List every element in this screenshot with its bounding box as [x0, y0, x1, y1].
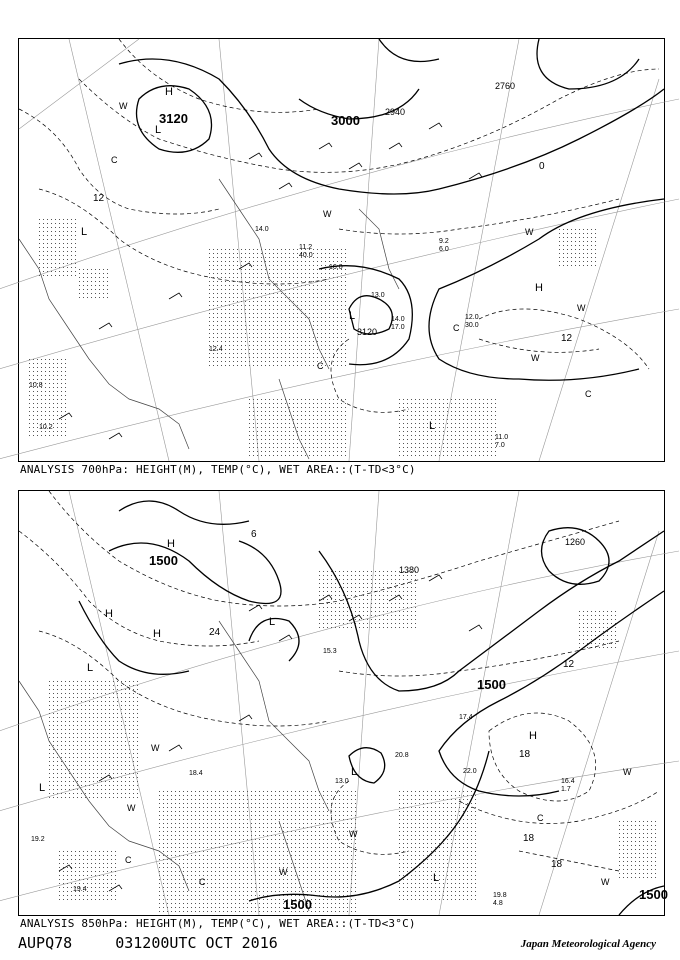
warm-mark: W: [119, 101, 128, 111]
height-label: 3120: [159, 111, 188, 126]
height-label: 1500: [639, 887, 668, 902]
temperature-label: 24: [209, 627, 221, 638]
station-value: 40.0: [299, 252, 313, 259]
temperature-label: 18: [519, 749, 531, 760]
warm-mark: W: [279, 867, 288, 877]
low-center: L: [87, 662, 94, 674]
map-850hpa: [19, 491, 668, 915]
station-value: 13.0: [335, 778, 349, 785]
temperature-label: 18: [523, 833, 535, 844]
warm-mark: W: [531, 353, 540, 363]
station-value: 17.4: [459, 714, 473, 721]
station-value: 14.0: [255, 226, 269, 233]
agency-name: Japan Meteorological Agency: [520, 938, 656, 950]
low-center: L: [81, 226, 88, 238]
station-value: 12.4: [209, 346, 223, 353]
station-value: 13.0: [371, 292, 385, 299]
chart-850hpa: [18, 490, 668, 916]
station-value: 4.8: [493, 900, 503, 907]
high-center: H: [167, 538, 175, 550]
warm-mark: W: [323, 209, 332, 219]
station-value: 7.0: [495, 442, 505, 449]
pressure-centers: [81, 86, 543, 432]
high-center: H: [529, 730, 537, 742]
warm-mark: W: [349, 829, 358, 839]
station-value: 22.0: [463, 768, 477, 775]
cold-mark: C: [453, 323, 460, 333]
station-value: 11.2: [299, 244, 313, 251]
high-center: H: [105, 608, 113, 620]
chart-timestamp: 031200UTC OCT 2016: [115, 934, 278, 952]
low-center: L: [39, 782, 46, 794]
low-center: L: [349, 310, 356, 322]
station-value: 9.2: [439, 238, 449, 245]
station-value: 19.8: [493, 892, 507, 899]
map-700hpa: [19, 39, 664, 461]
station-value: 30.0: [465, 322, 479, 329]
low-center: L: [155, 124, 162, 136]
temperature-label: 12: [93, 193, 105, 204]
temperature-label: 18: [551, 859, 563, 870]
warm-mark: W: [525, 227, 534, 237]
chart-code: AUPQ78: [18, 934, 73, 952]
high-center: H: [153, 628, 161, 640]
station-value: 15.3: [323, 648, 337, 655]
station-value: 16.4: [561, 778, 575, 785]
low-center: L: [429, 420, 436, 432]
warm-mark: W: [127, 803, 136, 813]
warm-mark: W: [623, 767, 632, 777]
height-labels: [159, 81, 515, 337]
temperature-labels: [93, 161, 573, 344]
temperature-label: 0: [539, 161, 545, 172]
warm-mark: W: [601, 877, 610, 887]
height-label: 2940: [385, 107, 406, 117]
chart-id-line: [18, 934, 312, 952]
temperature-label: 12: [561, 333, 573, 344]
cold-mark: C: [111, 155, 118, 165]
low-center: L: [433, 872, 440, 884]
temperature-label: 12: [563, 659, 575, 670]
high-center: H: [535, 282, 543, 294]
caption-850hpa: ANALYSIS 850hPa: HEIGHT(M), TEMP(°C), WET AREA::(T-TD<3°C): [20, 917, 416, 930]
height-label: 2760: [495, 81, 516, 91]
station-value: 14.0: [391, 316, 405, 323]
cold-mark: C: [585, 389, 592, 399]
station-value: 11.0: [495, 434, 509, 441]
station-value: 17.0: [391, 324, 405, 331]
cold-mark: C: [537, 813, 544, 823]
cold-mark: C: [125, 855, 132, 865]
temperature-contours: [19, 39, 659, 412]
low-center: L: [351, 766, 358, 778]
station-values: [29, 226, 508, 449]
caption-700hpa: ANALYSIS 700hPa: HEIGHT(M), TEMP(°C), WET AREA::(T-TD<3°C): [20, 463, 416, 476]
pressure-centers: [39, 538, 537, 884]
station-value: 20.8: [395, 752, 409, 759]
cold-mark: C: [199, 877, 206, 887]
chart-700hpa: [18, 38, 665, 462]
station-value: 10.2: [39, 424, 53, 431]
graticule: [0, 39, 679, 461]
coastline: [19, 179, 399, 459]
station-value: 12.0: [465, 314, 479, 321]
high-center: H: [165, 86, 173, 98]
height-label: 3000: [331, 113, 360, 128]
station-value: 19.2: [31, 836, 45, 843]
warm-mark: W: [577, 303, 586, 313]
height-labels: [149, 537, 668, 912]
low-center: L: [269, 616, 276, 628]
station-value: 19.4: [73, 886, 87, 893]
height-label: 3120: [357, 327, 378, 337]
station-value: 1.7: [561, 786, 571, 793]
height-label: 1500: [283, 897, 312, 912]
station-value: 6.0: [439, 246, 449, 253]
cold-mark: C: [317, 361, 324, 371]
height-label: 1500: [149, 553, 178, 568]
height-label: 1500: [477, 677, 506, 692]
height-label: 1380: [399, 565, 420, 575]
height-label: 1260: [565, 537, 586, 547]
wind-barbs: [59, 123, 482, 439]
station-value: 18.4: [189, 770, 203, 777]
station-value: 16.0: [329, 264, 343, 271]
temperature-label: 6: [251, 529, 257, 540]
warm-mark: W: [151, 743, 160, 753]
station-value: 10.8: [29, 382, 43, 389]
